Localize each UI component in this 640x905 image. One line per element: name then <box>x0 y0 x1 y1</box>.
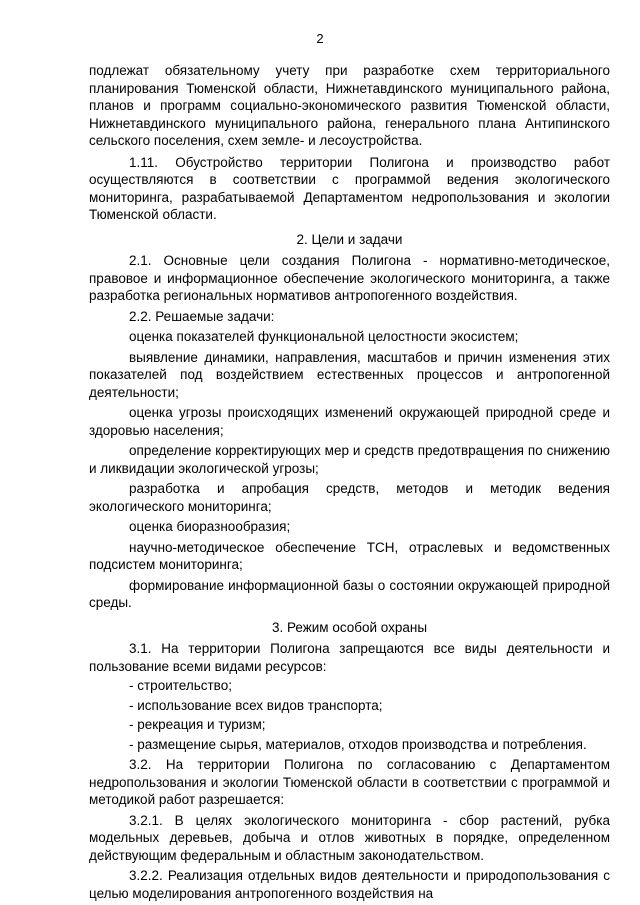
prohibition-item: - размещение сырья, материалов, отходов производства и потребления. <box>129 736 587 752</box>
task-item: научно-методическое обеспечение ТСН, отраслевых и ведомственных подсистем мониторинга; <box>89 539 610 572</box>
prohibition-item: - использование всех видов транспорта; <box>129 697 383 713</box>
paragraph-2-1: 2.1. Основные цели создания Полигона - нормативно-методическое, правовое и информационное обеспечение экологического мониторинга, а также разработка региональных нормативов антропогенного воздействия. <box>89 253 610 303</box>
task-item: оценка биоразнообразия; <box>129 519 291 534</box>
paragraph-2-2: 2.2. Решаемые задачи: <box>129 308 275 324</box>
prohibition-item: - рекреация и туризм; <box>129 717 266 732</box>
section-heading-goals: 2. Цели и задачи <box>296 231 403 247</box>
task-item: разработка и апробация средств, методов и методик ведения экологического мониторинга; <box>89 481 610 514</box>
paragraph-1-11: 1.11. Обустройство территории Полигона и производство работ осуществляются в соответствии с программой ведения экологического мониторинга, разрабатываемой Департаментом недропользования и экологии Тюменской области. <box>89 154 610 222</box>
paragraph-3-2-1: 3.2.1. В целях экологического мониторинга - сбор растений, рубка модельных деревьев, добыча и отлов животных в порядке, определенном действующим федеральным и областным законодательством. <box>89 812 610 863</box>
task-item: определение корректирующих мер и средств предотвращения по снижению и ликвидации экологической угрозы; <box>89 443 610 476</box>
paragraph-continuation: подлежат обязательному учету при разработке схем территориального планирования Тюменской области, Нижнетавдинского муниципального района, планов и программ социально-экономического развития Тюменской области, Нижнетавдинского муниципального района, генерального плана Антипинского сельского поселения, схем земле- и лесоустройства. <box>89 63 610 148</box>
paragraph-3-2: 3.2. На территории Полигона по согласованию с Департаментом недропользования и экологии Тюменской области в соответствии с программой и методикой работ разрешается: <box>89 757 610 807</box>
prohibition-item: - строительство; <box>129 678 232 693</box>
page-number: 2 <box>316 31 324 46</box>
section-heading-protection: 3. Режим особой охраны <box>271 619 428 635</box>
task-item: формирование информационной базы о состоянии окружающей природной среды. <box>89 577 610 610</box>
task-item: выявление динамики, направления, масштабов и причин изменения этих показателей под воздействием естественных процессов и антропогенной деятельности; <box>89 349 610 400</box>
task-item: оценка угрозы происходящих изменений окружающей природной среде и здоровью населения; <box>89 405 610 438</box>
task-item: оценка показателей функциональной целостности экосистем; <box>129 329 519 344</box>
document-body <box>89 62 610 902</box>
paragraph-3-2-2: 3.2.2. Реализация отдельных видов деятельности и природопользования с целью моделирования антропогенного воздействия на <box>89 868 610 901</box>
paragraph-3-1: 3.1. На территории Полигона запрещаются все виды деятельности и пользование всеми видами ресурсов: <box>89 641 610 674</box>
